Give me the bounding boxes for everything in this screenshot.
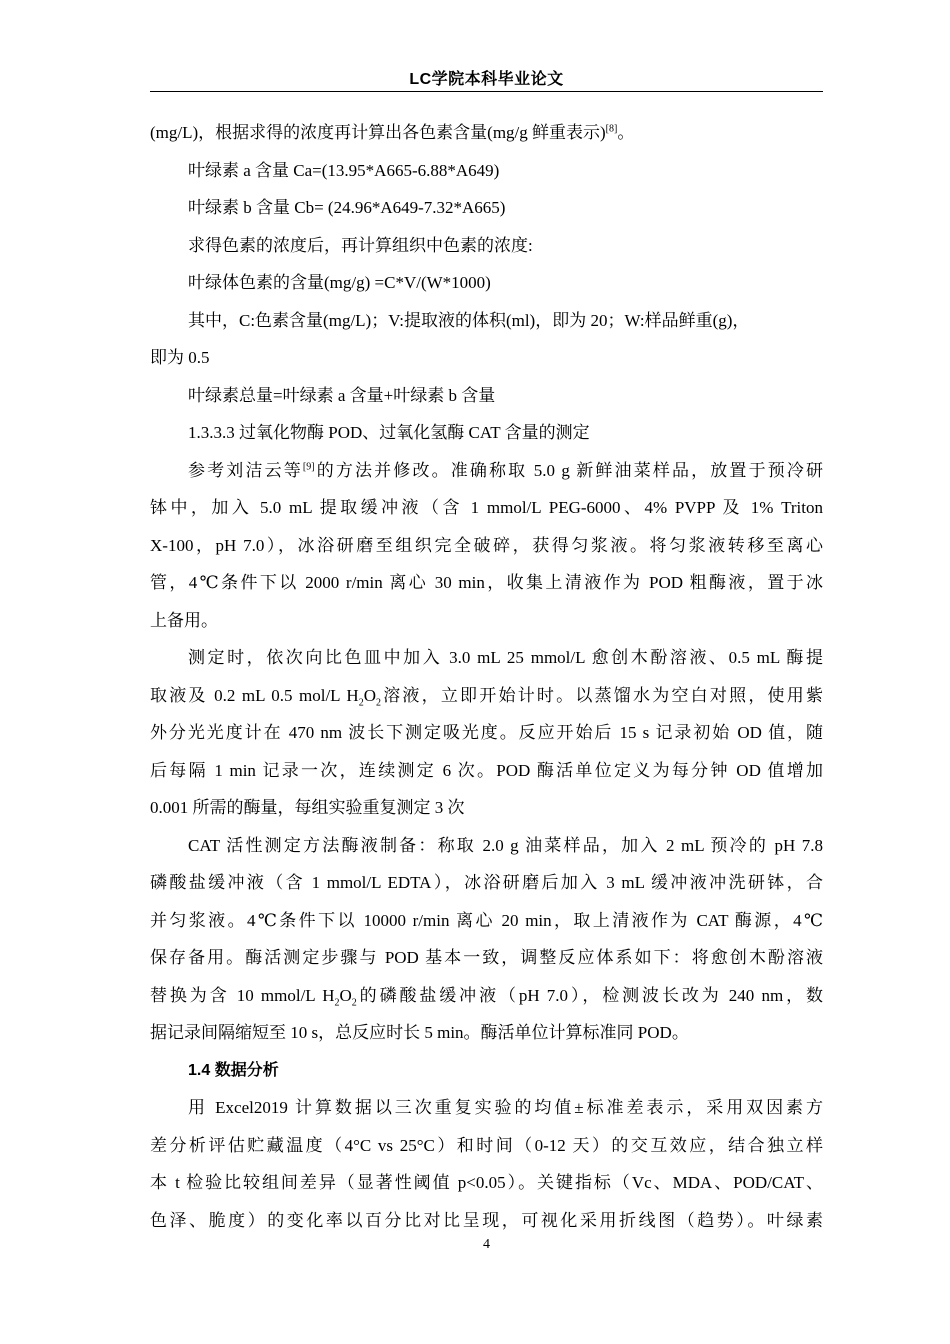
- paragraph-line: [150, 452, 823, 490]
- paragraph-line: 管，4℃条件下以 2000 r/min 离心 30 min，收集上清液作为 POD 粗酶液，置于冰: [150, 573, 823, 592]
- text-span: 参考刘洁云等: [188, 460, 303, 480]
- formula-line: 叶绿素总量=叶绿素 a 含量+叶绿素 b 含量: [188, 385, 496, 405]
- paragraph-line: 求得色素的浓度后，再计算组织中色素的浓度:: [188, 235, 533, 255]
- text-span: 替换为含 10 mmol/L H: [150, 985, 335, 1005]
- paragraph-line: [150, 114, 823, 152]
- subsection-heading: 1.3.3.3 过氧化物酶 POD、过氧化氢酶 CAT 含量的测定: [188, 423, 590, 442]
- paragraph-line: CAT 活性测定方法酶液制备：称取 2.0 g 油菜样品，加入 2 mL 预冷的 pH 7.8: [188, 835, 823, 855]
- paragraph-line: 保存备用。酶活测定步骤与 POD 基本一致，调整反应体系如下：将愈创木酚溶液: [150, 948, 823, 967]
- formula-line: 叶绿素 a 含量 Ca=(13.95*A665-6.88*A649): [188, 160, 500, 180]
- text-span: (mg/L)，根据求得的浓度再计算出各色素含量(mg/g 鲜重表示): [150, 123, 606, 142]
- subscript: 2: [358, 696, 364, 708]
- paragraph-line: 并匀浆液。4℃条件下以 10000 r/min 离心 20 min，取上清液作为 CAT 酶源，4℃: [150, 910, 823, 930]
- paragraph-line: X-100，pH 7.0），冰浴研磨至组织完全破碎，获得匀浆液。将匀浆液转移至离心: [150, 535, 823, 555]
- formula-line: 叶绿体色素的含量(mg/g) =C*V/(W*1000): [188, 273, 491, 292]
- text-span: 取液及 0.2 mL 0.5 mol/L H: [150, 685, 359, 705]
- paragraph-line: 后每隔 1 min 记录一次，连续测定 6 次。POD 酶活单位定义为每分钟 OD 值增加: [150, 760, 823, 780]
- paragraph-line: 据记录间隔缩短至 10 s，总反应时长 5 min。酶活单位计算标准同 POD。: [150, 1023, 689, 1042]
- paragraph-line: 其中，C:色素含量(mg/L)；V:提取液的体积(ml)，即为 20；W:样品鲜重(g)，: [188, 310, 750, 330]
- subscript: 2: [351, 996, 357, 1008]
- text-span: O: [363, 685, 376, 705]
- page-number: 4: [483, 1237, 490, 1252]
- paragraph-line: [150, 677, 823, 715]
- header-divider: [150, 91, 823, 92]
- text-span: 。: [617, 123, 635, 142]
- paragraph-line: 0.001 所需的酶量，每组实验重复测定 3 次: [150, 798, 465, 817]
- paragraph-line: 本 t 检验比较组间差异（显著性阈值 p<0.05）。关键指标（Vc、MDA、POD/CAT、: [150, 1173, 823, 1192]
- text-span: 溶液，立即开始计时。以蒸馏水为空白对照，使用紫: [380, 685, 823, 705]
- citation-ref: [9]: [302, 460, 315, 472]
- paragraph-line: 差分析评估贮藏温度（4°C vs 25°C）和时间（0-12 天）的交互效应，结合独立样: [150, 1135, 823, 1155]
- paragraph-line: 色泽、脆度）的变化率以百分比对比呈现，可视化采用折线图（趋势）。叶绿素: [150, 1210, 823, 1230]
- paragraph-line: 即为 0.5: [150, 348, 210, 367]
- paragraph-line: 测定时，依次向比色皿中加入 3.0 mL 25 mmol/L 愈创木酚溶液、0.5 mL 酶提: [188, 648, 823, 667]
- body-text: [150, 114, 823, 1239]
- paragraph-line: 磷酸盐缓冲液（含 1 mmol/L EDTA），冰浴研磨后加入 3 mL 缓冲液冲洗研钵，合: [150, 873, 823, 892]
- text-span: O: [339, 985, 352, 1005]
- paragraph-line: 用 Excel2019 计算数据以三次重复实验的均值±标准差表示，采用双因素方: [188, 1098, 823, 1117]
- paragraph-line: 外分光光度计在 470 nm 波长下测定吸光度。反应开始后 15 s 记录初始 OD 值，随: [150, 723, 823, 742]
- running-header: LC学院本科毕业论文: [409, 71, 564, 88]
- subscript: 2: [375, 696, 381, 708]
- citation-ref: [8]: [605, 123, 618, 135]
- text-span: 的方法并修改。准确称取 5.0 g 新鲜油菜样品，放置于预冷研: [314, 460, 824, 480]
- formula-line: 叶绿素 b 含量 Cb= (24.96*A649-7.32*A665): [188, 198, 506, 217]
- text-span: 的磷酸盐缓冲液（pH 7.0），检测波长改为 240 nm，数: [356, 985, 823, 1005]
- paragraph-line: 钵中，加入 5.0 mL 提取缓冲液（含 1 mmol/L PEG-6000、4% PVPP 及 1% Triton: [150, 498, 823, 517]
- paragraph-line: 上备用。: [150, 610, 218, 630]
- section-heading: 1.4 数据分析: [188, 1061, 279, 1079]
- subscript: 2: [334, 996, 340, 1008]
- paragraph-line: [150, 977, 823, 1015]
